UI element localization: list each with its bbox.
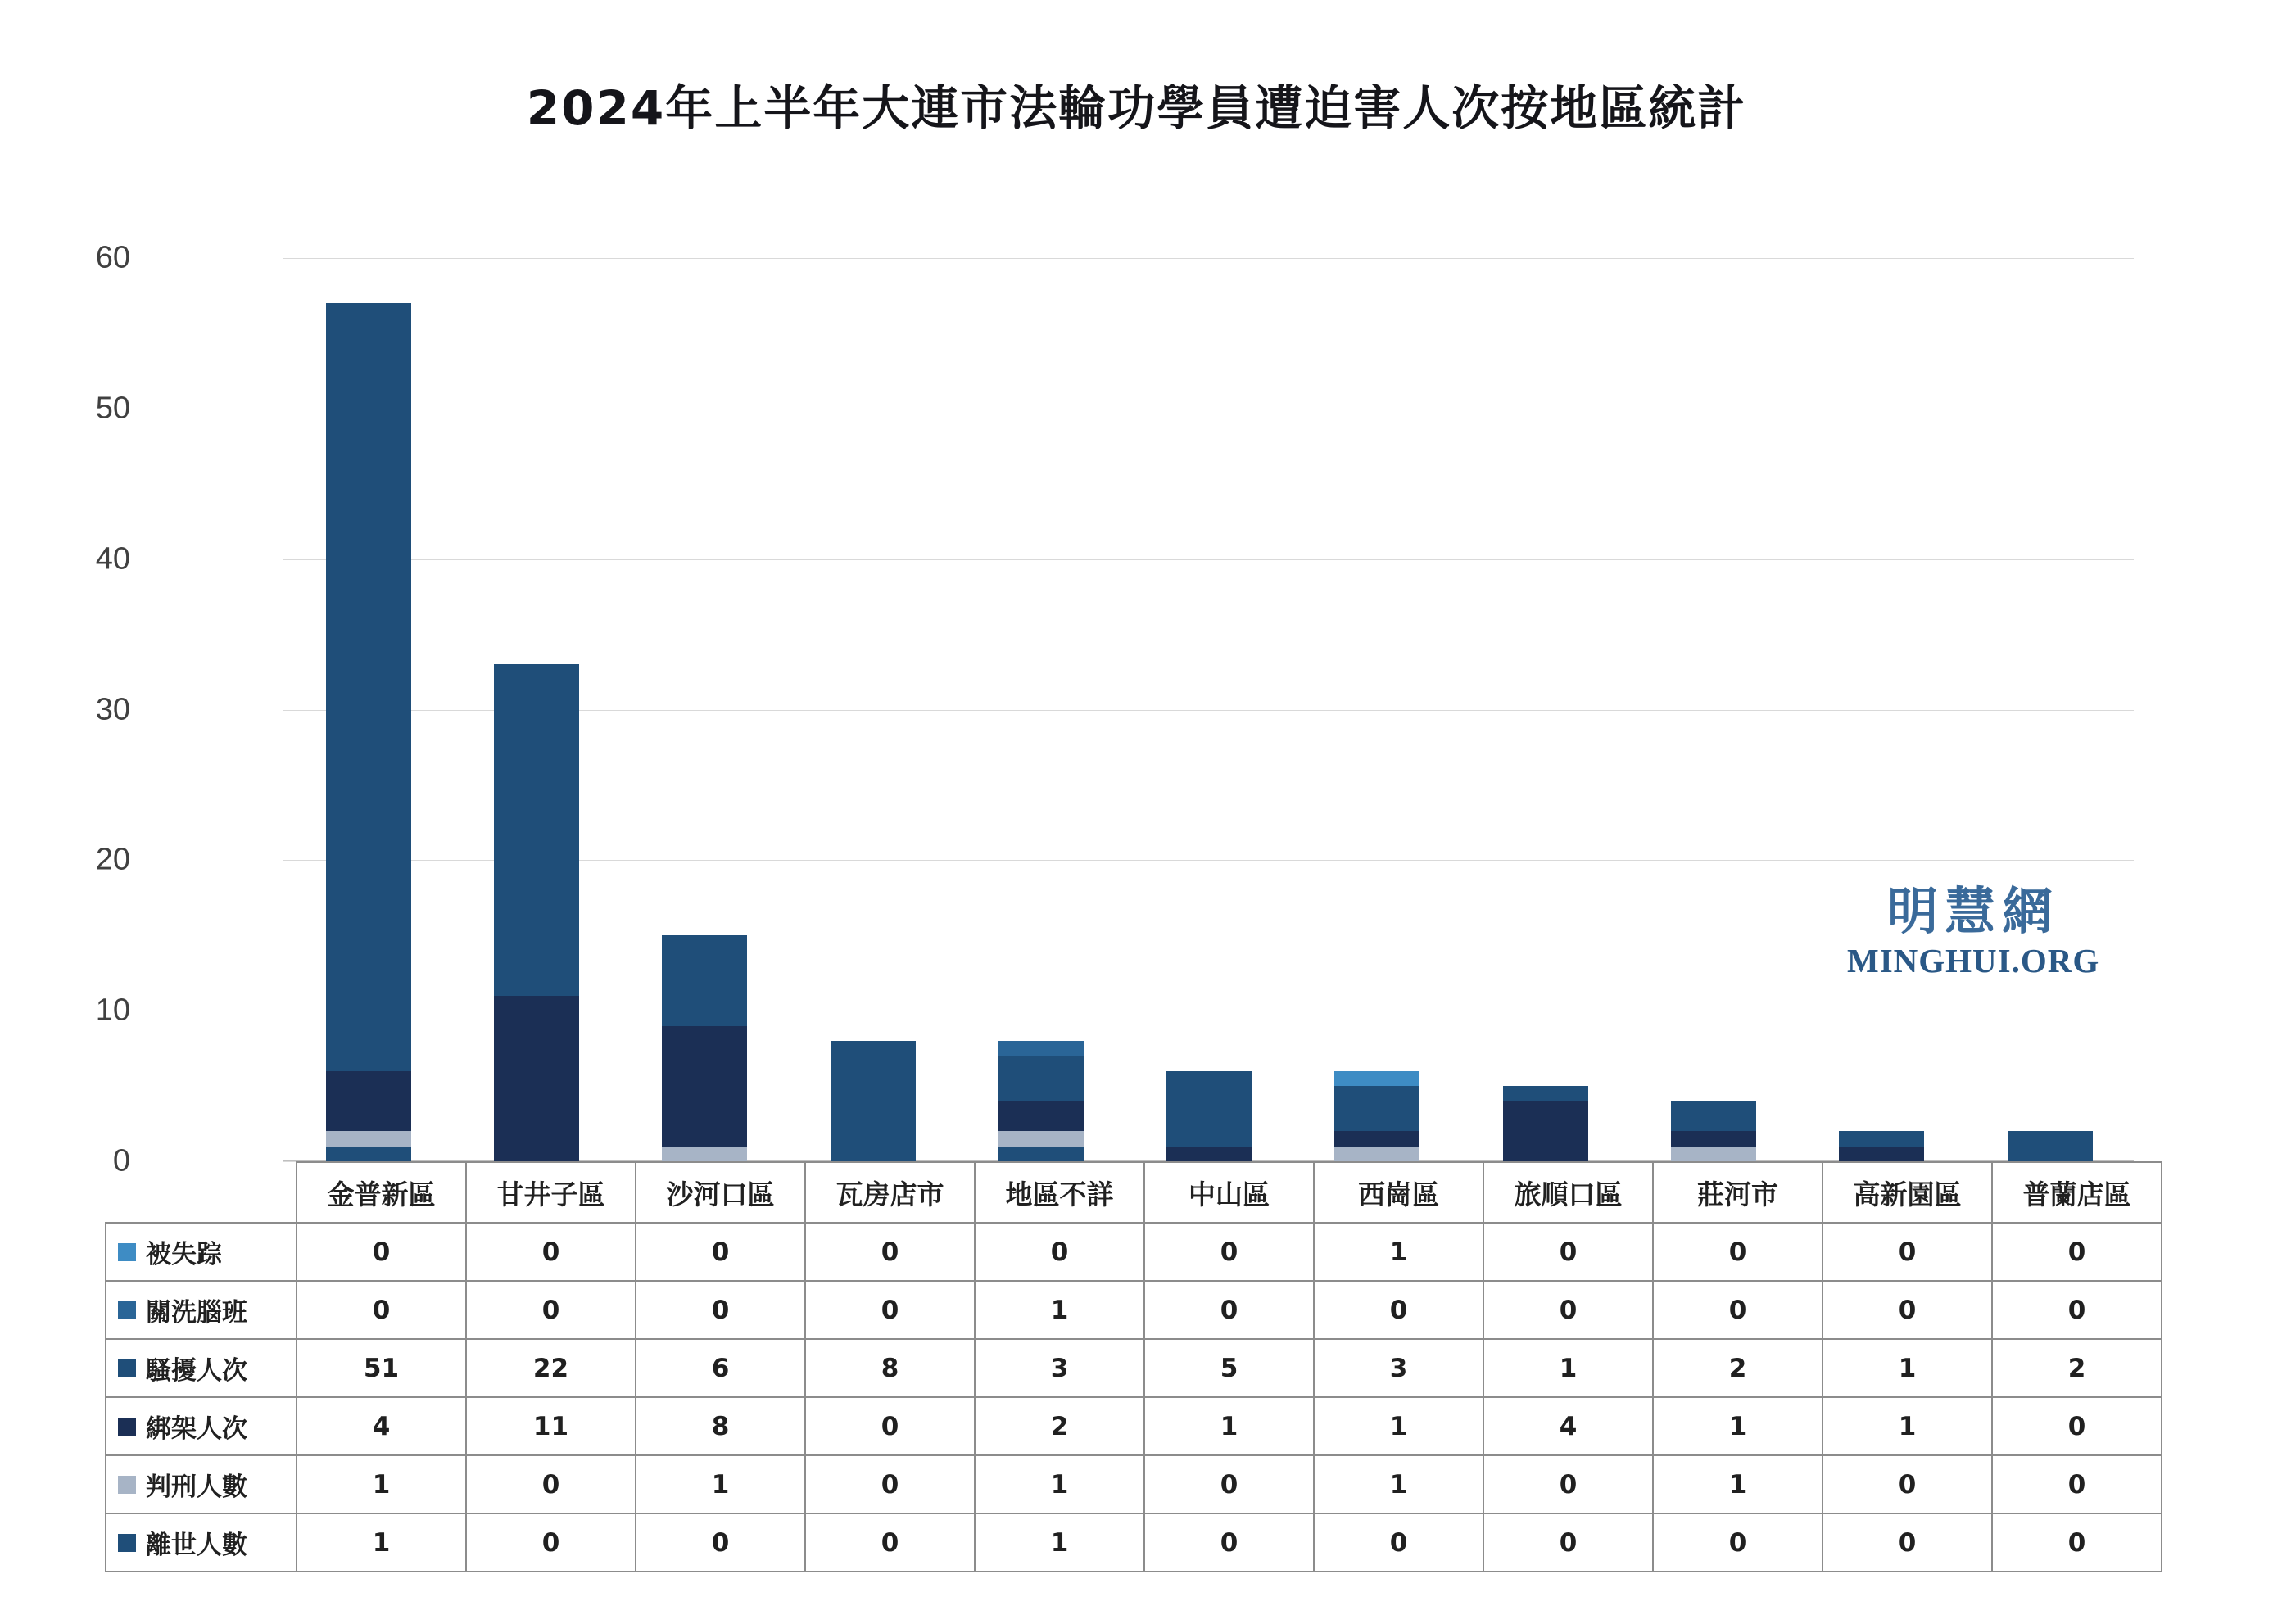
cell-3-1: 11 bbox=[466, 1397, 636, 1455]
cell-4-3: 0 bbox=[805, 1455, 975, 1513]
legend-label: 騷擾人次 bbox=[146, 1356, 247, 1386]
cell-0-1: 0 bbox=[466, 1223, 636, 1281]
table-row bbox=[106, 1281, 2162, 1339]
cell-3-0: 4 bbox=[297, 1397, 466, 1455]
bar-segment bbox=[1839, 1131, 1924, 1146]
plot-area bbox=[283, 258, 2134, 1161]
cell-0-9: 0 bbox=[1822, 1223, 1992, 1281]
cell-1-5: 0 bbox=[1144, 1281, 1314, 1339]
bar-segment bbox=[662, 1026, 747, 1147]
y-axis-tick-label: 20 bbox=[95, 842, 130, 877]
y-axis-tick-label: 10 bbox=[95, 993, 130, 1028]
legend-row-0 bbox=[106, 1223, 297, 1281]
legend-row-3 bbox=[106, 1397, 297, 1455]
bar-segment bbox=[1839, 1147, 1924, 1161]
column-header-10: 普蘭店區 bbox=[1992, 1162, 2162, 1223]
watermark-en: MINGHUI.ORG bbox=[1847, 942, 2100, 980]
table-row bbox=[106, 1513, 2162, 1572]
cell-5-7: 0 bbox=[1483, 1513, 1653, 1572]
y-axis-tick-label: 60 bbox=[95, 240, 130, 275]
cell-3-2: 8 bbox=[636, 1397, 805, 1455]
bar-segment bbox=[1334, 1131, 1419, 1146]
legend-swatch-icon bbox=[118, 1418, 136, 1436]
table-row bbox=[106, 1339, 2162, 1397]
column-header-9: 高新園區 bbox=[1822, 1162, 1992, 1223]
column-header-1: 甘井子區 bbox=[466, 1162, 636, 1223]
cell-5-5: 0 bbox=[1144, 1513, 1314, 1572]
bar-segment bbox=[2008, 1131, 2093, 1161]
cell-2-7: 1 bbox=[1483, 1339, 1653, 1397]
bar-segment bbox=[1334, 1071, 1419, 1086]
bar-column bbox=[1839, 258, 1924, 1161]
bar-segment bbox=[998, 1101, 1084, 1131]
cell-0-4: 0 bbox=[975, 1223, 1144, 1281]
y-axis-tick-label: 0 bbox=[112, 1143, 130, 1178]
cell-5-2: 0 bbox=[636, 1513, 805, 1572]
column-header-8: 莊河市 bbox=[1653, 1162, 1822, 1223]
cell-3-3: 0 bbox=[805, 1397, 975, 1455]
bar-segment bbox=[998, 1041, 1084, 1056]
bar-segment bbox=[1671, 1131, 1756, 1146]
cell-0-3: 0 bbox=[805, 1223, 975, 1281]
cell-1-8: 0 bbox=[1653, 1281, 1822, 1339]
watermark-cn: 明慧網 bbox=[1887, 881, 2060, 941]
column-header-5: 中山區 bbox=[1144, 1162, 1314, 1223]
legend-label: 離世人數 bbox=[146, 1531, 247, 1560]
cell-5-10: 0 bbox=[1992, 1513, 2162, 1572]
cell-1-7: 0 bbox=[1483, 1281, 1653, 1339]
bar-segment bbox=[1671, 1101, 1756, 1131]
cell-0-8: 0 bbox=[1653, 1223, 1822, 1281]
bar-segment bbox=[1334, 1147, 1419, 1161]
table-header-row bbox=[106, 1162, 2162, 1223]
bar-segment bbox=[1503, 1101, 1588, 1161]
cell-1-0: 0 bbox=[297, 1281, 466, 1339]
cell-1-1: 0 bbox=[466, 1281, 636, 1339]
bar-segment bbox=[326, 1131, 411, 1146]
cell-0-10: 0 bbox=[1992, 1223, 2162, 1281]
bar-segment bbox=[998, 1056, 1084, 1101]
cell-0-2: 0 bbox=[636, 1223, 805, 1281]
bar-column bbox=[662, 258, 747, 1161]
cell-1-6: 0 bbox=[1314, 1281, 1483, 1339]
cell-2-5: 5 bbox=[1144, 1339, 1314, 1397]
bar-segment bbox=[662, 1147, 747, 1161]
cell-2-1: 22 bbox=[466, 1339, 636, 1397]
cell-4-7: 0 bbox=[1483, 1455, 1653, 1513]
cell-3-8: 1 bbox=[1653, 1397, 1822, 1455]
bar-column bbox=[1671, 258, 1756, 1161]
bar-segment bbox=[494, 664, 579, 995]
chart-title: 2024年上半年大連市法輪功學員遭迫害人次按地區統計 bbox=[526, 80, 1747, 136]
bar-segment bbox=[1334, 1086, 1419, 1131]
cell-0-6: 1 bbox=[1314, 1223, 1483, 1281]
table-row bbox=[106, 1455, 2162, 1513]
cell-0-0: 0 bbox=[297, 1223, 466, 1281]
legend-swatch-icon bbox=[118, 1534, 136, 1552]
bar-segment bbox=[998, 1131, 1084, 1146]
cell-0-7: 0 bbox=[1483, 1223, 1653, 1281]
bar-column bbox=[998, 258, 1084, 1161]
legend-row-4 bbox=[106, 1455, 297, 1513]
cell-5-4: 1 bbox=[975, 1513, 1144, 1572]
cell-3-7: 4 bbox=[1483, 1397, 1653, 1455]
cell-3-10: 0 bbox=[1992, 1397, 2162, 1455]
cell-4-6: 1 bbox=[1314, 1455, 1483, 1513]
cell-4-0: 1 bbox=[297, 1455, 466, 1513]
bar-column bbox=[326, 258, 411, 1161]
cell-1-2: 0 bbox=[636, 1281, 805, 1339]
bar-segment bbox=[1166, 1147, 1252, 1161]
cell-0-5: 0 bbox=[1144, 1223, 1314, 1281]
legend-swatch-icon bbox=[118, 1359, 136, 1377]
watermark bbox=[1847, 881, 2100, 980]
bar-segment bbox=[326, 303, 411, 1071]
y-axis-tick-label: 40 bbox=[95, 541, 130, 577]
cell-2-8: 2 bbox=[1653, 1339, 1822, 1397]
cell-5-3: 0 bbox=[805, 1513, 975, 1572]
cell-4-5: 0 bbox=[1144, 1455, 1314, 1513]
cell-4-9: 0 bbox=[1822, 1455, 1992, 1513]
cell-1-3: 0 bbox=[805, 1281, 975, 1339]
cell-3-5: 1 bbox=[1144, 1397, 1314, 1455]
legend-swatch-icon bbox=[118, 1476, 136, 1494]
bar-segment bbox=[1503, 1086, 1588, 1101]
chart-data-table bbox=[105, 1161, 2162, 1572]
column-header-4: 地區不詳 bbox=[975, 1162, 1144, 1223]
cell-1-9: 0 bbox=[1822, 1281, 1992, 1339]
cell-5-8: 0 bbox=[1653, 1513, 1822, 1572]
legend-swatch-icon bbox=[118, 1243, 136, 1261]
bar-segment bbox=[831, 1041, 916, 1161]
cell-3-6: 1 bbox=[1314, 1397, 1483, 1455]
cell-3-4: 2 bbox=[975, 1397, 1144, 1455]
bar-column bbox=[1334, 258, 1419, 1161]
legend-swatch-icon bbox=[118, 1301, 136, 1319]
cell-2-3: 8 bbox=[805, 1339, 975, 1397]
bar-segment bbox=[326, 1071, 411, 1132]
cell-5-1: 0 bbox=[466, 1513, 636, 1572]
cell-4-2: 1 bbox=[636, 1455, 805, 1513]
cell-4-8: 1 bbox=[1653, 1455, 1822, 1513]
cell-2-10: 2 bbox=[1992, 1339, 2162, 1397]
bar-column bbox=[831, 258, 916, 1161]
table-corner-cell bbox=[106, 1162, 297, 1223]
cell-2-2: 6 bbox=[636, 1339, 805, 1397]
column-header-7: 旅順口區 bbox=[1483, 1162, 1653, 1223]
cell-5-6: 0 bbox=[1314, 1513, 1483, 1572]
bar-column bbox=[1166, 258, 1252, 1161]
column-header-6: 西崗區 bbox=[1314, 1162, 1483, 1223]
legend-label: 判刑人數 bbox=[146, 1472, 247, 1502]
column-header-0: 金普新區 bbox=[297, 1162, 466, 1223]
y-axis-tick-label: 30 bbox=[95, 692, 130, 726]
legend-label: 綁架人次 bbox=[146, 1414, 247, 1444]
legend-row-1 bbox=[106, 1281, 297, 1339]
cell-2-0: 51 bbox=[297, 1339, 466, 1397]
column-header-3: 瓦房店市 bbox=[805, 1162, 975, 1223]
cell-4-10: 0 bbox=[1992, 1455, 2162, 1513]
cell-1-4: 1 bbox=[975, 1281, 1144, 1339]
cell-4-4: 1 bbox=[975, 1455, 1144, 1513]
cell-5-9: 0 bbox=[1822, 1513, 1992, 1572]
cell-3-9: 1 bbox=[1822, 1397, 1992, 1455]
cell-1-10: 0 bbox=[1992, 1281, 2162, 1339]
bar-segment bbox=[998, 1147, 1084, 1161]
y-axis-tick-label: 50 bbox=[95, 391, 130, 426]
legend-label: 關洗腦班 bbox=[146, 1298, 247, 1328]
table-row bbox=[106, 1397, 2162, 1455]
cell-4-1: 0 bbox=[466, 1455, 636, 1513]
column-header-2: 沙河口區 bbox=[636, 1162, 805, 1223]
cell-2-9: 1 bbox=[1822, 1339, 1992, 1397]
bar-segment bbox=[662, 935, 747, 1025]
bar-segment bbox=[494, 996, 579, 1161]
bar-column bbox=[1503, 258, 1588, 1161]
cell-5-0: 1 bbox=[297, 1513, 466, 1572]
bar-segment bbox=[326, 1147, 411, 1161]
bar-segment bbox=[1671, 1147, 1756, 1161]
legend-row-2 bbox=[106, 1339, 297, 1397]
table-row bbox=[106, 1223, 2162, 1281]
bar-column bbox=[2008, 258, 2093, 1161]
cell-2-4: 3 bbox=[975, 1339, 1144, 1397]
bar-column bbox=[494, 258, 579, 1161]
legend-row-5 bbox=[106, 1513, 297, 1572]
legend-label: 被失踪 bbox=[146, 1240, 222, 1269]
bar-segment bbox=[1166, 1071, 1252, 1147]
cell-2-6: 3 bbox=[1314, 1339, 1483, 1397]
